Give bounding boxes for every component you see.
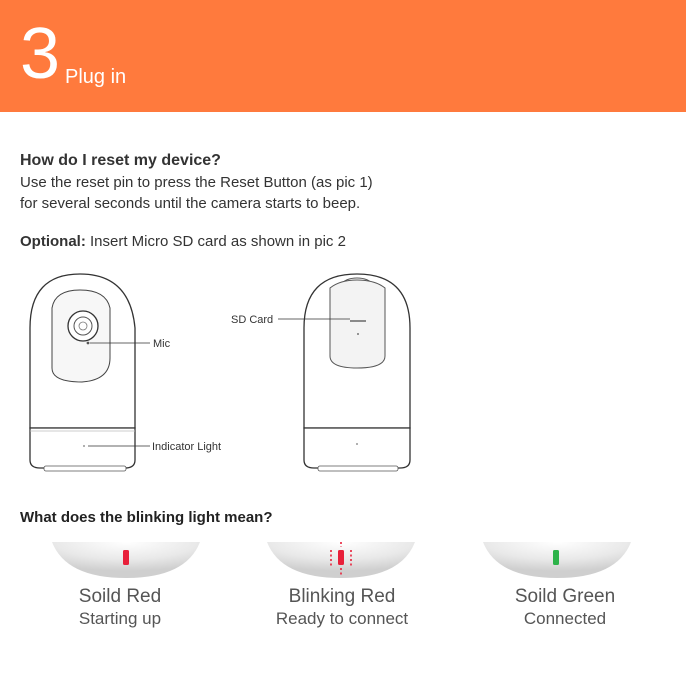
state-subtitle: Connected <box>523 609 607 628</box>
optional-text: Insert Micro SD card as shown in pic 2 <box>85 233 346 250</box>
camera-illustrations <box>0 268 686 478</box>
state-solid-green <box>475 586 655 630</box>
callout-mic: Mic <box>153 338 171 350</box>
state-solid-red <box>30 586 210 630</box>
camera-front-illustration <box>30 274 150 471</box>
reset-instructions <box>20 172 373 214</box>
step-number: 3 <box>20 14 61 94</box>
blinking-question: What does the blinking light mean? <box>20 509 273 526</box>
step-title: Plug in <box>65 66 127 88</box>
optional-note <box>20 233 346 250</box>
blinking-red-light-icon <box>338 550 344 565</box>
callout-indicator-light: Indicator Light <box>152 441 222 453</box>
state-title: Blinking Red <box>288 586 396 607</box>
step-header <box>0 0 686 112</box>
indicator-light-icon <box>83 445 85 447</box>
state-subtitle: Ready to connect <box>275 609 409 628</box>
solid-red-light-icon <box>123 550 129 565</box>
mic-hole-icon <box>87 342 90 345</box>
optional-label: Optional: <box>20 233 86 250</box>
state-blinking-red <box>252 586 432 630</box>
callout-sd-card: SD Card <box>231 314 274 326</box>
reset-question: How do I reset my device? <box>20 152 221 169</box>
reset-line-1: Use the reset pin to press the Reset Button (as pic 1) <box>20 174 373 191</box>
state-title: Soild Green <box>514 586 616 607</box>
state-title: Soild Red <box>78 586 162 607</box>
camera-back-illustration <box>278 274 410 471</box>
state-subtitle: Starting up <box>78 609 162 628</box>
reset-line-2: for several seconds until the camera starts to beep. <box>20 195 361 212</box>
solid-green-light-icon <box>553 550 559 565</box>
